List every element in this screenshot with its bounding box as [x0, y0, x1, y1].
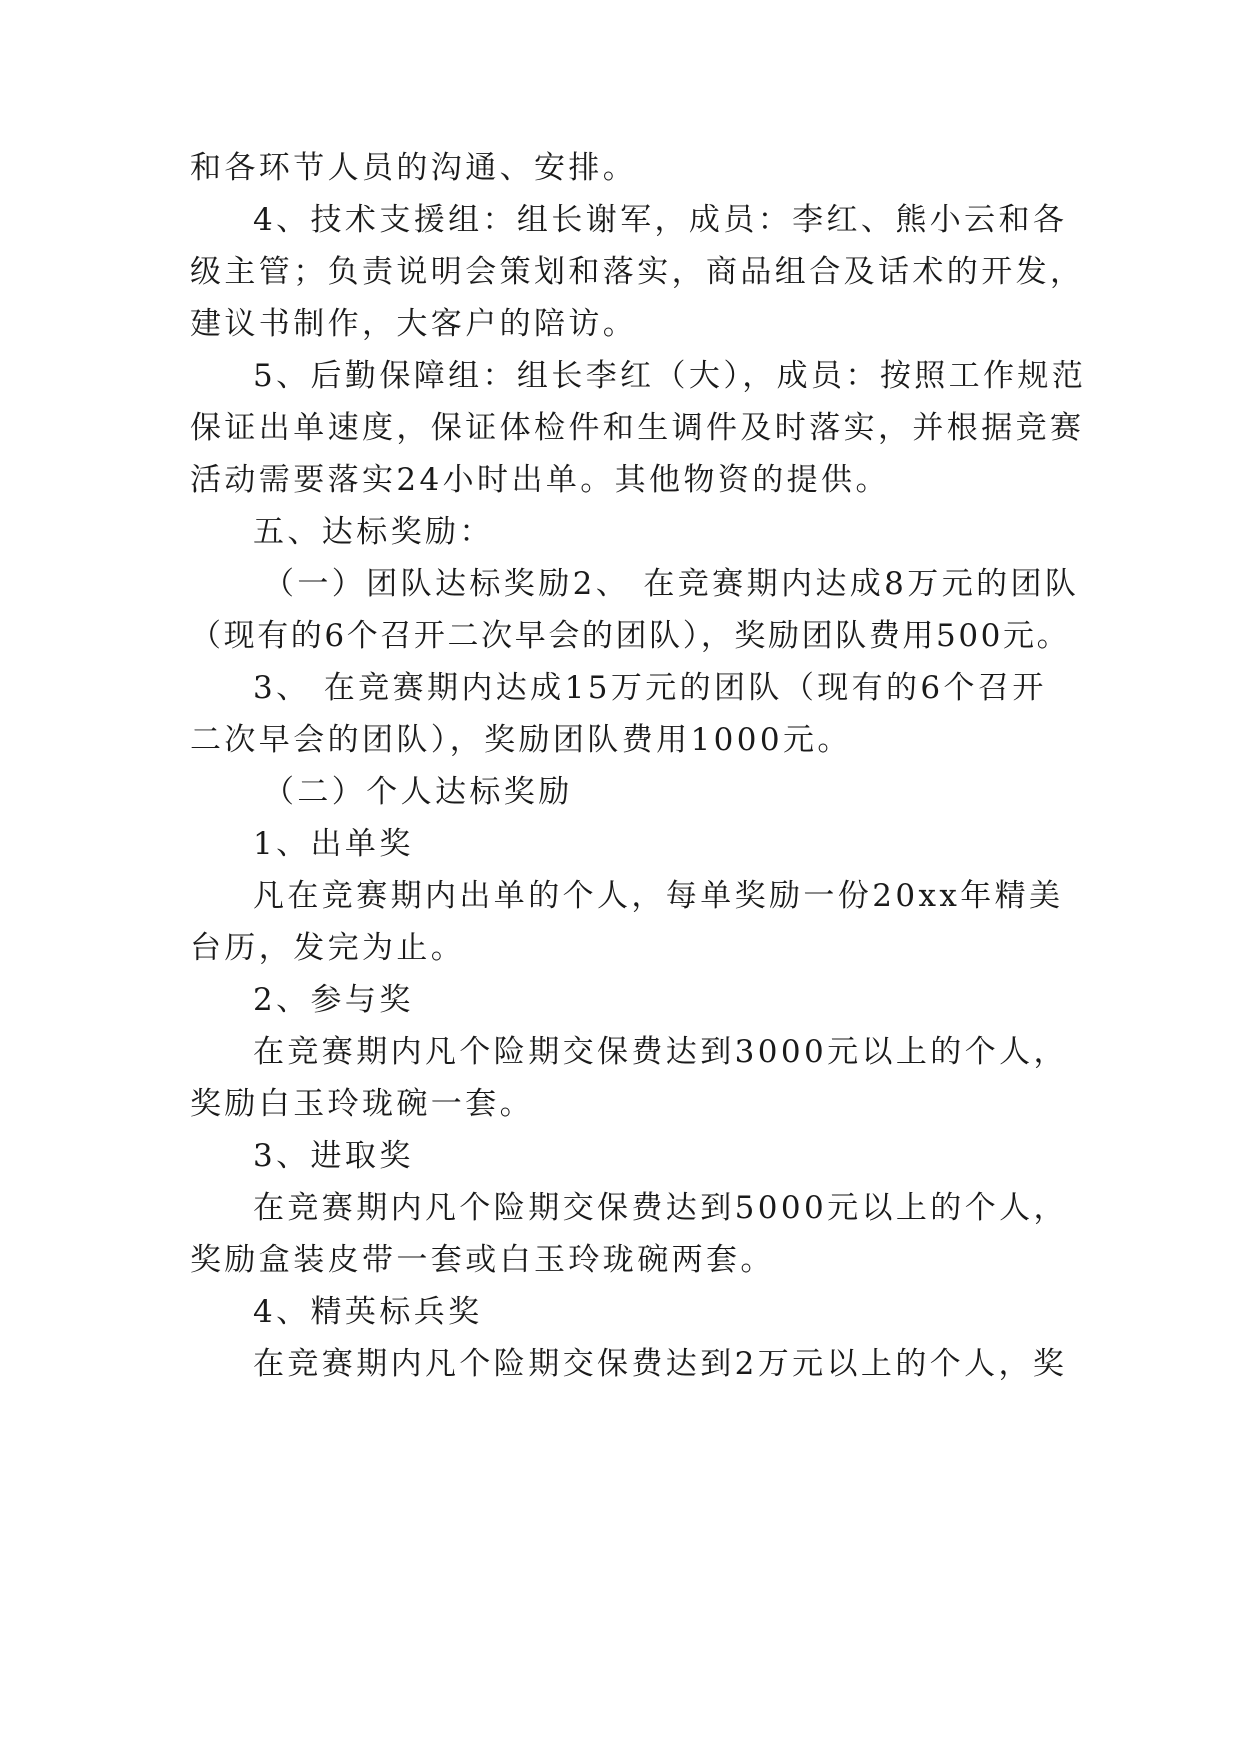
text-line: 活动需要落实24小时出单。其他物资的提供。 — [190, 462, 890, 498]
text-line: 在竞赛期内凡个险期交保费达到5000元以上的个人， — [253, 1190, 1068, 1226]
text-line: 奖励白玉玲珑碗一套。 — [190, 1086, 534, 1122]
text-line: 在竞赛期内凡个险期交保费达到2万元以上的个人，奖 — [253, 1346, 1068, 1382]
text-line: （一）团队达标奖励2、 在竞赛期内达成8万元的团队 — [263, 566, 1080, 602]
subsection-heading: （二）个人达标奖励 — [263, 774, 573, 810]
text-line: 和各环节人员的沟通、安排。 — [190, 150, 638, 186]
section-heading: 五、达标奖励： — [253, 514, 494, 550]
item-heading: 1、出单奖 — [253, 826, 414, 862]
text-line: 二次早会的团队），奖励团队费用1000元。 — [190, 722, 852, 758]
text-line: 建议书制作，大客户的陪访。 — [190, 306, 638, 342]
item-heading: 2、参与奖 — [253, 982, 414, 1018]
text-line: 在竞赛期内凡个险期交保费达到3000元以上的个人， — [253, 1034, 1068, 1070]
text-line: 凡在竞赛期内出单的个人，每单奖励一份20xx年精美 — [253, 878, 1064, 914]
text-line: 级主管；负责说明会策划和落实，商品组合及话术的开发， — [190, 254, 1085, 290]
text-line: （现有的6个召开二次早会的团队），奖励团队费用500元。 — [190, 618, 1071, 654]
item-heading: 4、精英标兵奖 — [253, 1294, 483, 1330]
item-heading: 3、进取奖 — [253, 1138, 414, 1174]
text-line: 3、 在竞赛期内达成15万元的团队（现有的6个召开 — [253, 670, 1047, 706]
text-line: 奖励盒装皮带一套或白玉玲珑碗两套。 — [190, 1242, 775, 1278]
text-line: 5、后勤保障组：组长李红（大），成员：按照工作规范 — [253, 358, 1087, 394]
text-line: 台历，发完为止。 — [190, 930, 466, 966]
text-line: 保证出单速度，保证体检件和生调件及时落实，并根据竞赛 — [190, 410, 1085, 446]
text-line: 4、技术支援组：组长谢军，成员：李红、熊小云和各 — [253, 202, 1068, 238]
